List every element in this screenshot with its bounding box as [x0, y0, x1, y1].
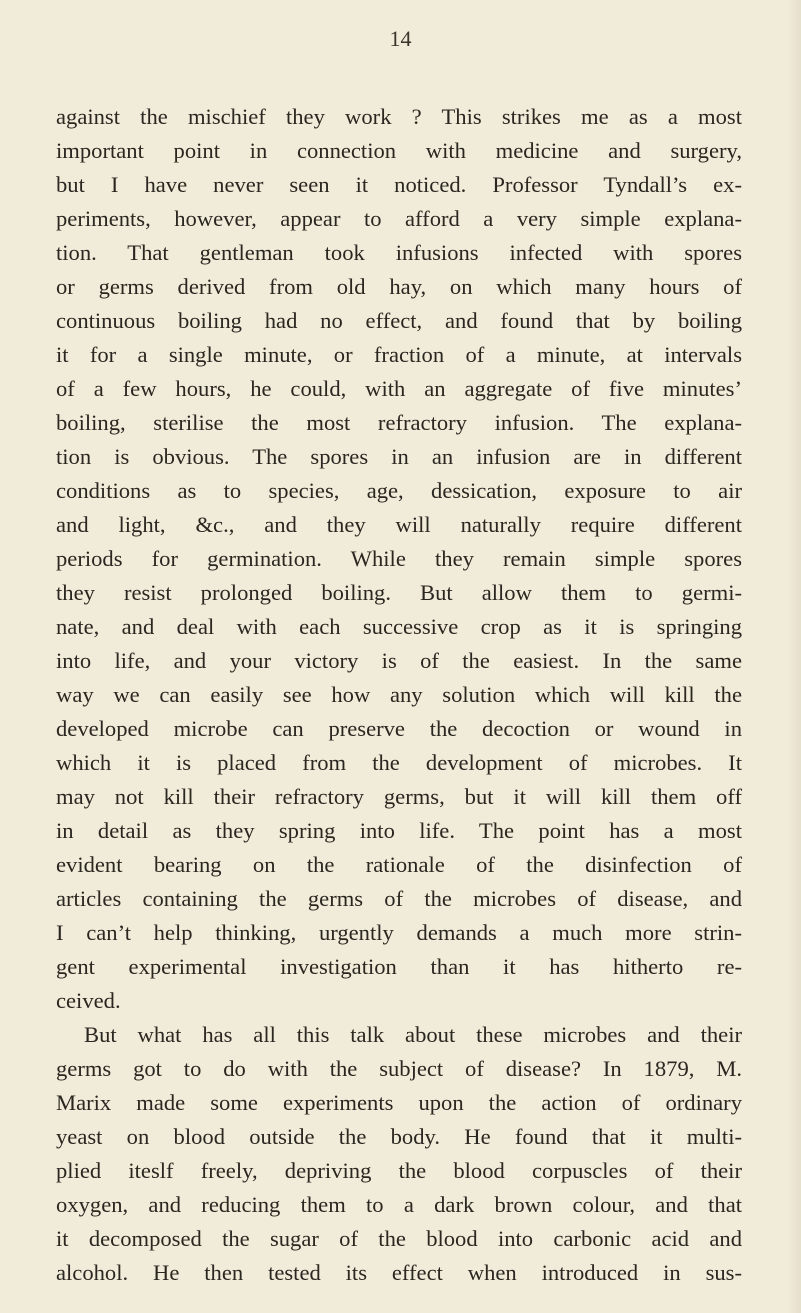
text-line: tion is obvious. The spores in an infusion are in different [56, 444, 742, 469]
text-line: nate, and deal with each successive crop as it is springing [56, 614, 742, 639]
body-text [56, 100, 742, 1290]
text-line: periods for germination. While they remain simple spores [56, 546, 742, 571]
text-line: way we can easily see how any solution which will kill the [56, 682, 742, 707]
text-line: germs got to do with the subject of disease? In 1879, M. [56, 1056, 742, 1081]
text-line: evident bearing on the rationale of the disinfection of [56, 852, 742, 877]
text-line: in detail as they spring into life. The point has a most [56, 818, 742, 843]
text-line: periments, however, appear to afford a very simple explana- [56, 206, 742, 231]
text-line: they resist prolonged boiling. But allow them to germi- [56, 580, 742, 605]
text-line: conditions as to species, age, dessication, exposure to air [56, 478, 742, 503]
text-line: it decomposed the sugar of the blood into carbonic acid and [56, 1226, 742, 1251]
page-edge-shadow [787, 0, 801, 1313]
text-line: tion. That gentleman took infusions infected with spores [56, 240, 742, 265]
text-line: important point in connection with medicine and surgery, [56, 138, 742, 163]
paragraph [56, 1018, 742, 1290]
text-line: gent experimental investigation than it has hitherto re- [56, 954, 742, 979]
paragraph [56, 100, 742, 1018]
text-line: ceived. [56, 988, 121, 1013]
text-line: may not kill their refractory germs, but it will kill them off [56, 784, 742, 809]
text-line: plied iteslf freely, depriving the blood corpuscles of their [56, 1158, 742, 1183]
text-line: but I have never seen it noticed. Professor Tyndall’s ex- [56, 172, 742, 197]
text-line: developed microbe can preserve the decoction or wound in [56, 716, 742, 741]
text-line: boiling, sterilise the most refractory infusion. The explana- [56, 410, 742, 435]
text-line: continuous boiling had no effect, and found that by boiling [56, 308, 742, 333]
text-line: alcohol. He then tested its effect when introduced in sus- [56, 1260, 742, 1285]
text-line: it for a single minute, or fraction of a minute, at intervals [56, 342, 742, 367]
text-line: of a few hours, he could, with an aggregate of five minutes’ [56, 376, 742, 401]
text-line: into life, and your victory is of the easiest. In the same [56, 648, 742, 673]
text-line: against the mischief they work ? This strikes me as a most [56, 104, 742, 129]
page-number: 14 [389, 26, 412, 51]
text-line: articles containing the germs of the microbes of disease, and [56, 886, 742, 911]
text-line: and light, &c., and they will naturally require different [56, 512, 742, 537]
text-line: But what has all this talk about these microbes and their [84, 1022, 742, 1047]
text-line: Marix made some experiments upon the action of ordinary [56, 1090, 742, 1115]
text-line: or germs derived from old hay, on which many hours of [56, 274, 742, 299]
text-line: yeast on blood outside the body. He found that it multi- [56, 1124, 742, 1149]
text-line: which it is placed from the development of microbes. It [56, 750, 742, 775]
text-line: I can’t help thinking, urgently demands a much more strin- [56, 920, 742, 945]
text-line: oxygen, and reducing them to a dark brown colour, and that [56, 1192, 742, 1217]
